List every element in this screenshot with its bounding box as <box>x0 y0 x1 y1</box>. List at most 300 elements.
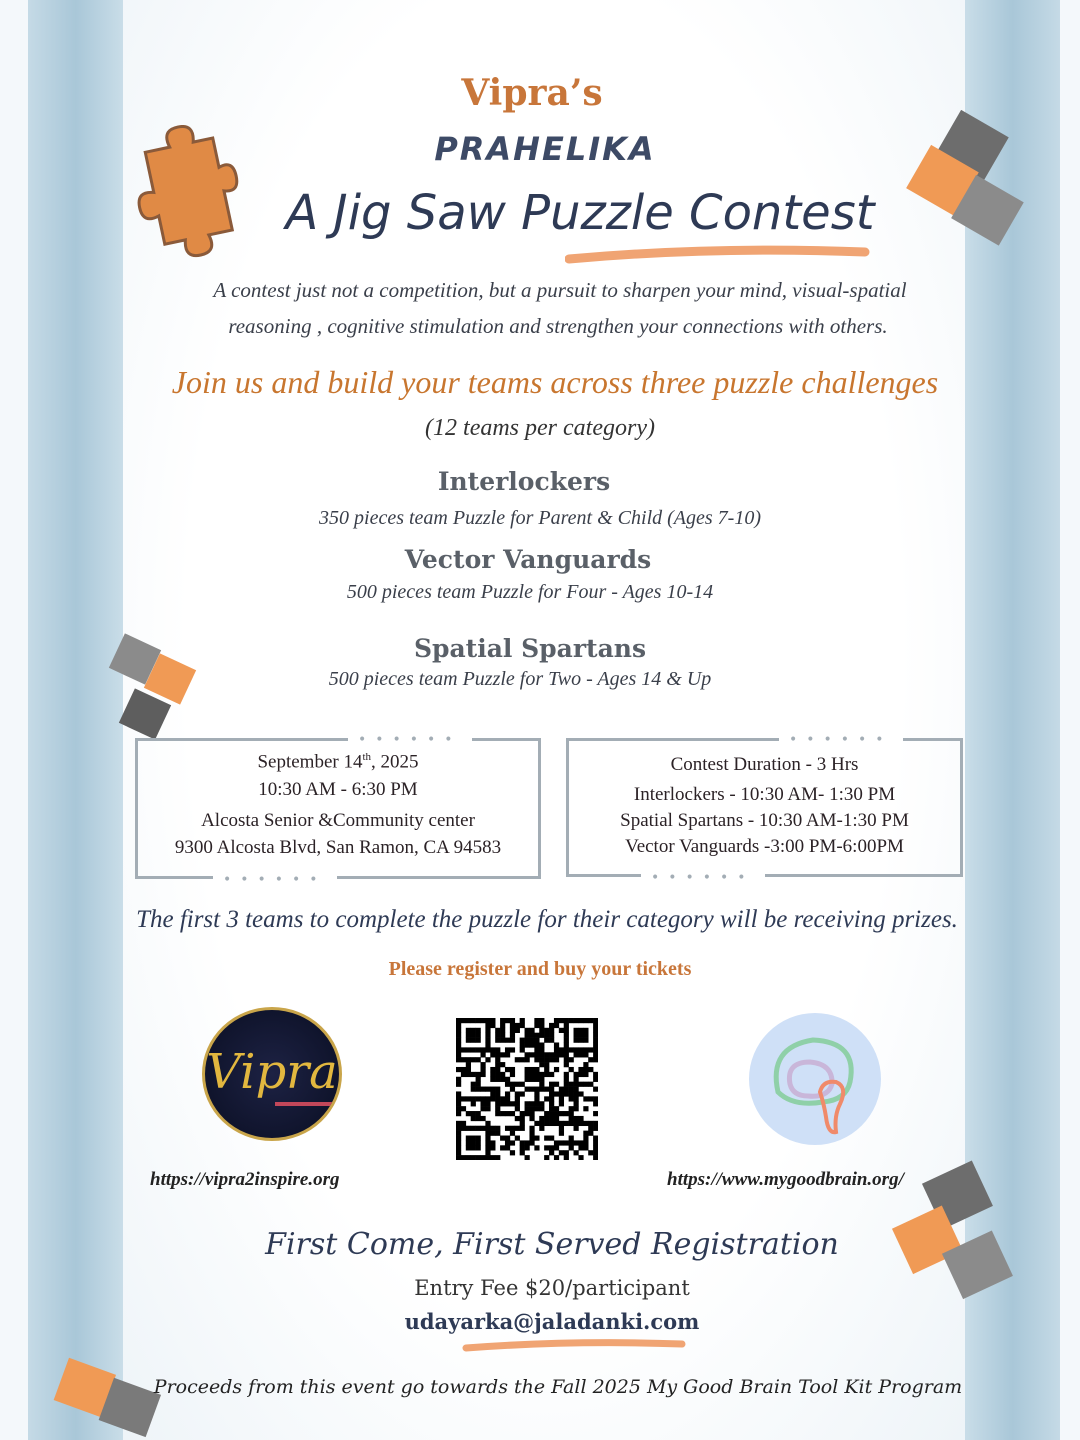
contact-email-link[interactable]: udayarka@jaladanki.com <box>404 1309 700 1334</box>
qr-module <box>495 1091 500 1096</box>
qr-module <box>466 1033 471 1038</box>
qr-module <box>549 1038 554 1043</box>
qr-module <box>476 1136 481 1141</box>
qr-module <box>559 1096 564 1101</box>
qr-module <box>534 1018 539 1023</box>
qr-module <box>471 1018 476 1023</box>
qr-module <box>534 1052 539 1057</box>
qr-module <box>466 1126 471 1131</box>
qr-module <box>544 1155 549 1160</box>
qr-module <box>554 1057 559 1062</box>
qr-module <box>490 1047 495 1052</box>
qr-module <box>466 1067 471 1072</box>
qr-module <box>485 1136 490 1141</box>
qr-module <box>593 1150 598 1155</box>
qr-module <box>593 1087 598 1092</box>
qr-module <box>549 1023 554 1028</box>
qr-module <box>520 1140 525 1145</box>
qr-module <box>471 1033 476 1038</box>
qr-module <box>466 1111 471 1116</box>
qr-module <box>485 1038 490 1043</box>
page-title: A Jig Saw Puzzle Contest <box>285 185 875 241</box>
category-name: Vector Vanguards <box>404 545 652 574</box>
qr-module <box>569 1082 574 1087</box>
qr-module <box>549 1150 554 1155</box>
qr-module <box>466 1140 471 1145</box>
qr-module <box>500 1111 505 1116</box>
qr-module <box>490 1052 495 1057</box>
qr-module <box>520 1057 525 1062</box>
qr-module <box>490 1077 495 1082</box>
qr-module <box>549 1087 554 1092</box>
qr-module <box>569 1047 574 1052</box>
qr-module <box>574 1077 579 1082</box>
qr-module <box>520 1091 525 1096</box>
qr-module <box>500 1052 505 1057</box>
qr-module <box>495 1072 500 1077</box>
qr-module <box>476 1077 481 1082</box>
qr-module <box>505 1082 510 1087</box>
qr-module <box>539 1116 544 1121</box>
qr-module <box>510 1140 515 1145</box>
qr-module <box>564 1018 569 1023</box>
qr-module <box>539 1082 544 1087</box>
qr-module <box>529 1033 534 1038</box>
qr-module <box>456 1150 461 1155</box>
qr-module <box>569 1111 574 1116</box>
qr-module <box>456 1106 461 1111</box>
qr-module <box>534 1091 539 1096</box>
qr-module <box>549 1106 554 1111</box>
qr-module <box>525 1033 530 1038</box>
qr-module <box>476 1082 481 1087</box>
qr-module <box>466 1145 471 1150</box>
category-desc: 500 pieces team Puzzle for Two - Ages 14 & Up <box>328 668 712 690</box>
qr-module <box>564 1121 569 1126</box>
qr-module <box>564 1091 569 1096</box>
qr-module <box>456 1067 461 1072</box>
qr-module <box>578 1033 583 1038</box>
vipra-logo-text: Vipra <box>206 1044 338 1100</box>
qr-module <box>525 1101 530 1106</box>
qr-module <box>569 1145 574 1150</box>
qr-module <box>490 1155 495 1160</box>
qr-module <box>456 1082 461 1087</box>
qr-module <box>515 1082 520 1087</box>
qr-module <box>529 1077 534 1082</box>
qr-module <box>480 1052 485 1057</box>
qr-module <box>549 1052 554 1057</box>
qr-module <box>505 1126 510 1131</box>
qr-module <box>578 1047 583 1052</box>
qr-module <box>539 1018 544 1023</box>
mygoodbrain-logo[interactable] <box>748 1012 882 1146</box>
qr-module <box>564 1062 569 1067</box>
qr-module <box>466 1047 471 1052</box>
qr-module <box>525 1028 530 1033</box>
qr-module <box>466 1096 471 1101</box>
qr-module <box>574 1096 579 1101</box>
qr-module <box>525 1140 530 1145</box>
qr-module <box>559 1126 564 1131</box>
qr-module <box>564 1038 569 1043</box>
qr-module <box>480 1087 485 1092</box>
qr-module <box>529 1136 534 1141</box>
qr-module <box>461 1096 466 1101</box>
qr-module <box>569 1096 574 1101</box>
qr-module <box>505 1111 510 1116</box>
qr-module <box>485 1018 490 1023</box>
qr-module <box>505 1052 510 1057</box>
qr-module <box>495 1077 500 1082</box>
qr-module <box>456 1111 461 1116</box>
qr-module <box>456 1096 461 1101</box>
qr-module <box>466 1028 471 1033</box>
qr-module <box>520 1082 525 1087</box>
qr-module <box>471 1072 476 1077</box>
qr-module <box>495 1052 500 1057</box>
qr-module <box>549 1028 554 1033</box>
qr-module <box>456 1018 461 1023</box>
qr-module <box>480 1126 485 1131</box>
qr-module <box>476 1111 481 1116</box>
qr-module <box>510 1126 515 1131</box>
vipra-website-link[interactable]: https://vipra2inspire.org <box>150 1169 340 1190</box>
vipra-logo[interactable] <box>202 1007 342 1141</box>
qr-module <box>544 1067 549 1072</box>
qr-module <box>466 1136 471 1141</box>
qr-module <box>578 1028 583 1033</box>
qr-module <box>554 1121 559 1126</box>
qr-module <box>588 1047 593 1052</box>
qr-module <box>485 1150 490 1155</box>
qr-module <box>539 1101 544 1106</box>
qr-module <box>574 1101 579 1106</box>
qr-module <box>549 1111 554 1116</box>
qr-module <box>500 1072 505 1077</box>
qr-module <box>583 1140 588 1145</box>
qr-module <box>554 1047 559 1052</box>
qr-module <box>505 1067 510 1072</box>
qr-module <box>505 1077 510 1082</box>
qr-module <box>559 1111 564 1116</box>
category-desc: 500 pieces team Puzzle for Four - Ages 10-14 <box>346 581 714 603</box>
qr-module <box>593 1023 598 1028</box>
qr-module <box>485 1057 490 1062</box>
qr-module <box>520 1111 525 1116</box>
qr-module <box>539 1042 544 1047</box>
qr-module <box>578 1082 583 1087</box>
qr-module <box>549 1145 554 1150</box>
qr-module <box>495 1131 500 1136</box>
qr-module <box>480 1116 485 1121</box>
qr-module <box>485 1106 490 1111</box>
qr-module <box>476 1096 481 1101</box>
qr-module <box>495 1126 500 1131</box>
qr-module <box>495 1038 500 1043</box>
qr-module <box>471 1047 476 1052</box>
qr-module <box>539 1087 544 1092</box>
qr-module <box>476 1028 481 1033</box>
qr-module <box>544 1096 549 1101</box>
qr-module <box>554 1140 559 1145</box>
qr-module <box>534 1077 539 1082</box>
qr-module <box>500 1136 505 1141</box>
qr-module <box>564 1087 569 1092</box>
qr-module <box>510 1072 515 1077</box>
qr-module <box>593 1126 598 1131</box>
qr-module <box>583 1052 588 1057</box>
qr-module <box>510 1150 515 1155</box>
qr-module <box>456 1091 461 1096</box>
qr-module <box>480 1096 485 1101</box>
qr-module <box>544 1052 549 1057</box>
qr-module <box>520 1038 525 1043</box>
qr-module <box>554 1067 559 1072</box>
qr-module <box>485 1126 490 1131</box>
event-venue: Alcosta Senior &Community center <box>201 810 475 832</box>
qr-module <box>583 1136 588 1141</box>
qr-module <box>471 1126 476 1131</box>
qr-module <box>461 1057 466 1062</box>
qr-module <box>461 1126 466 1131</box>
qr-module <box>559 1150 564 1155</box>
qr-module <box>485 1047 490 1052</box>
qr-module <box>471 1096 476 1101</box>
qr-module <box>574 1047 579 1052</box>
qr-module <box>549 1101 554 1106</box>
qr-module <box>544 1087 549 1092</box>
qr-module <box>510 1023 515 1028</box>
event-time: 10:30 AM - 6:30 PM <box>258 779 418 801</box>
qr-module <box>593 1047 598 1052</box>
category-name: Spatial Spartans <box>413 634 647 663</box>
qr-module <box>525 1067 530 1072</box>
qr-module <box>544 1072 549 1077</box>
qr-module <box>559 1131 564 1136</box>
qr-module <box>549 1116 554 1121</box>
qr-module <box>495 1096 500 1101</box>
qr-module <box>525 1038 530 1043</box>
qr-module <box>583 1106 588 1111</box>
mygoodbrain-website-link[interactable]: https://www.mygoodbrain.org/ <box>667 1169 904 1190</box>
qr-module <box>485 1042 490 1047</box>
qr-module <box>593 1028 598 1033</box>
event-details-box: •••••• •••••• September 14th, 2025 10:30 AM - 6:30 PM Alcosta Senior &Community center 9300 Alcosta Blvd, San Ramon, CA 94583 <box>135 738 541 879</box>
qr-module <box>525 1087 530 1092</box>
qr-module <box>549 1091 554 1096</box>
qr-module <box>593 1155 598 1160</box>
qr-module <box>578 1145 583 1150</box>
qr-module <box>510 1028 515 1033</box>
qr-module <box>578 1116 583 1121</box>
qr-module <box>529 1111 534 1116</box>
qr-module <box>564 1023 569 1028</box>
tagline-line-2: reasoning , cognitive stimulation and strengthen your connections with others. <box>228 314 888 338</box>
qr-module <box>534 1101 539 1106</box>
qr-module <box>515 1057 520 1062</box>
qr-module <box>534 1136 539 1141</box>
qr-module <box>480 1062 485 1067</box>
qr-module <box>574 1028 579 1033</box>
qr-module <box>520 1126 525 1131</box>
qr-module <box>471 1038 476 1043</box>
qr-module <box>529 1042 534 1047</box>
qr-module <box>593 1038 598 1043</box>
event-date: September 14th, 2025 <box>257 751 419 773</box>
category-desc: 350 pieces team Puzzle for Parent & Child (Ages 7-10) <box>319 507 761 529</box>
qr-module <box>466 1072 471 1077</box>
qr-module <box>583 1096 588 1101</box>
qr-module <box>505 1096 510 1101</box>
qr-module <box>505 1091 510 1096</box>
qr-module <box>544 1136 549 1141</box>
qr-module <box>471 1057 476 1062</box>
schedule-row: Vector Vanguards -3:00 PM-6:00PM <box>625 836 904 857</box>
qr-module <box>554 1116 559 1121</box>
qr-module <box>495 1106 500 1111</box>
qr-module <box>593 1101 598 1106</box>
qr-module <box>490 1096 495 1101</box>
qr-module <box>583 1033 588 1038</box>
qr-module <box>525 1072 530 1077</box>
qr-module <box>529 1087 534 1092</box>
qr-module <box>485 1028 490 1033</box>
qr-module <box>456 1038 461 1043</box>
qr-module <box>529 1106 534 1111</box>
qr-module <box>480 1155 485 1160</box>
qr-module <box>554 1018 559 1023</box>
qr-module <box>574 1091 579 1096</box>
qr-module <box>466 1155 471 1160</box>
qr-module <box>564 1155 569 1160</box>
qr-module <box>505 1038 510 1043</box>
qr-module <box>476 1057 481 1062</box>
qr-module <box>574 1140 579 1145</box>
qr-module <box>534 1087 539 1092</box>
qr-module <box>578 1072 583 1077</box>
qr-module <box>510 1018 515 1023</box>
qr-module <box>583 1018 588 1023</box>
qr-module <box>549 1072 554 1077</box>
qr-module <box>456 1033 461 1038</box>
qr-module <box>500 1077 505 1082</box>
qr-module <box>534 1096 539 1101</box>
qr-module <box>476 1047 481 1052</box>
qr-module <box>578 1155 583 1160</box>
qr-module <box>456 1101 461 1106</box>
qr-module <box>466 1062 471 1067</box>
qr-module <box>476 1116 481 1121</box>
qr-module <box>485 1101 490 1106</box>
qr-module <box>456 1140 461 1145</box>
qr-module <box>544 1145 549 1150</box>
qr-module <box>495 1028 500 1033</box>
qr-module <box>559 1018 564 1023</box>
qr-module <box>456 1145 461 1150</box>
qr-module <box>515 1126 520 1131</box>
qr-module <box>564 1033 569 1038</box>
qr-module <box>490 1018 495 1023</box>
qr-module <box>515 1091 520 1096</box>
qr-module <box>593 1057 598 1062</box>
qr-module <box>544 1062 549 1067</box>
qr-module <box>574 1121 579 1126</box>
qr-module <box>578 1091 583 1096</box>
qr-module <box>534 1067 539 1072</box>
category-name: Interlockers <box>437 467 611 496</box>
qr-module <box>529 1131 534 1136</box>
qr-module <box>466 1038 471 1043</box>
qr-module <box>559 1047 564 1052</box>
qr-module <box>485 1087 490 1092</box>
qr-module <box>510 1101 515 1106</box>
qr-module <box>476 1145 481 1150</box>
qr-module <box>569 1091 574 1096</box>
qr-module <box>578 1038 583 1043</box>
qr-module <box>539 1057 544 1062</box>
qr-module <box>490 1145 495 1150</box>
qr-module <box>564 1140 569 1145</box>
qr-module <box>549 1033 554 1038</box>
qr-module <box>593 1033 598 1038</box>
qr-module <box>476 1038 481 1043</box>
qr-module <box>534 1121 539 1126</box>
qr-module <box>510 1067 515 1072</box>
teams-note: (12 teams per category) <box>425 415 655 441</box>
qr-module <box>574 1082 579 1087</box>
qr-module <box>539 1062 544 1067</box>
qr-module <box>593 1042 598 1047</box>
qr-module <box>510 1033 515 1038</box>
qr-module <box>588 1121 593 1126</box>
qr-module <box>480 1067 485 1072</box>
schedule-row: Spatial Spartans - 10:30 AM-1:30 PM <box>620 810 909 831</box>
event-address: 9300 Alcosta Blvd, San Ramon, CA 94583 <box>174 837 502 859</box>
qr-module <box>500 1033 505 1038</box>
qr-module <box>529 1116 534 1121</box>
qr-module <box>564 1057 569 1062</box>
qr-module <box>539 1106 544 1111</box>
qr-module <box>539 1077 544 1082</box>
qr-module <box>534 1038 539 1043</box>
qr-module <box>578 1121 583 1126</box>
qr-module <box>495 1101 500 1106</box>
qr-module <box>525 1042 530 1047</box>
qr-module <box>505 1101 510 1106</box>
qr-module <box>569 1140 574 1145</box>
qr-module <box>559 1140 564 1145</box>
qr-module <box>500 1096 505 1101</box>
qr-module <box>480 1072 485 1077</box>
registration-qr-code[interactable] <box>456 1018 598 1160</box>
qr-module <box>500 1062 505 1067</box>
qr-module <box>564 1072 569 1077</box>
qr-module <box>544 1038 549 1043</box>
qr-module <box>574 1052 579 1057</box>
qr-module <box>476 1126 481 1131</box>
qr-module <box>554 1091 559 1096</box>
qr-module <box>544 1033 549 1038</box>
qr-module <box>490 1087 495 1092</box>
qr-module <box>500 1018 505 1023</box>
qr-module <box>515 1106 520 1111</box>
qr-module <box>525 1077 530 1082</box>
qr-module <box>505 1140 510 1145</box>
qr-module <box>485 1023 490 1028</box>
qr-module <box>510 1131 515 1136</box>
qr-module <box>471 1082 476 1087</box>
